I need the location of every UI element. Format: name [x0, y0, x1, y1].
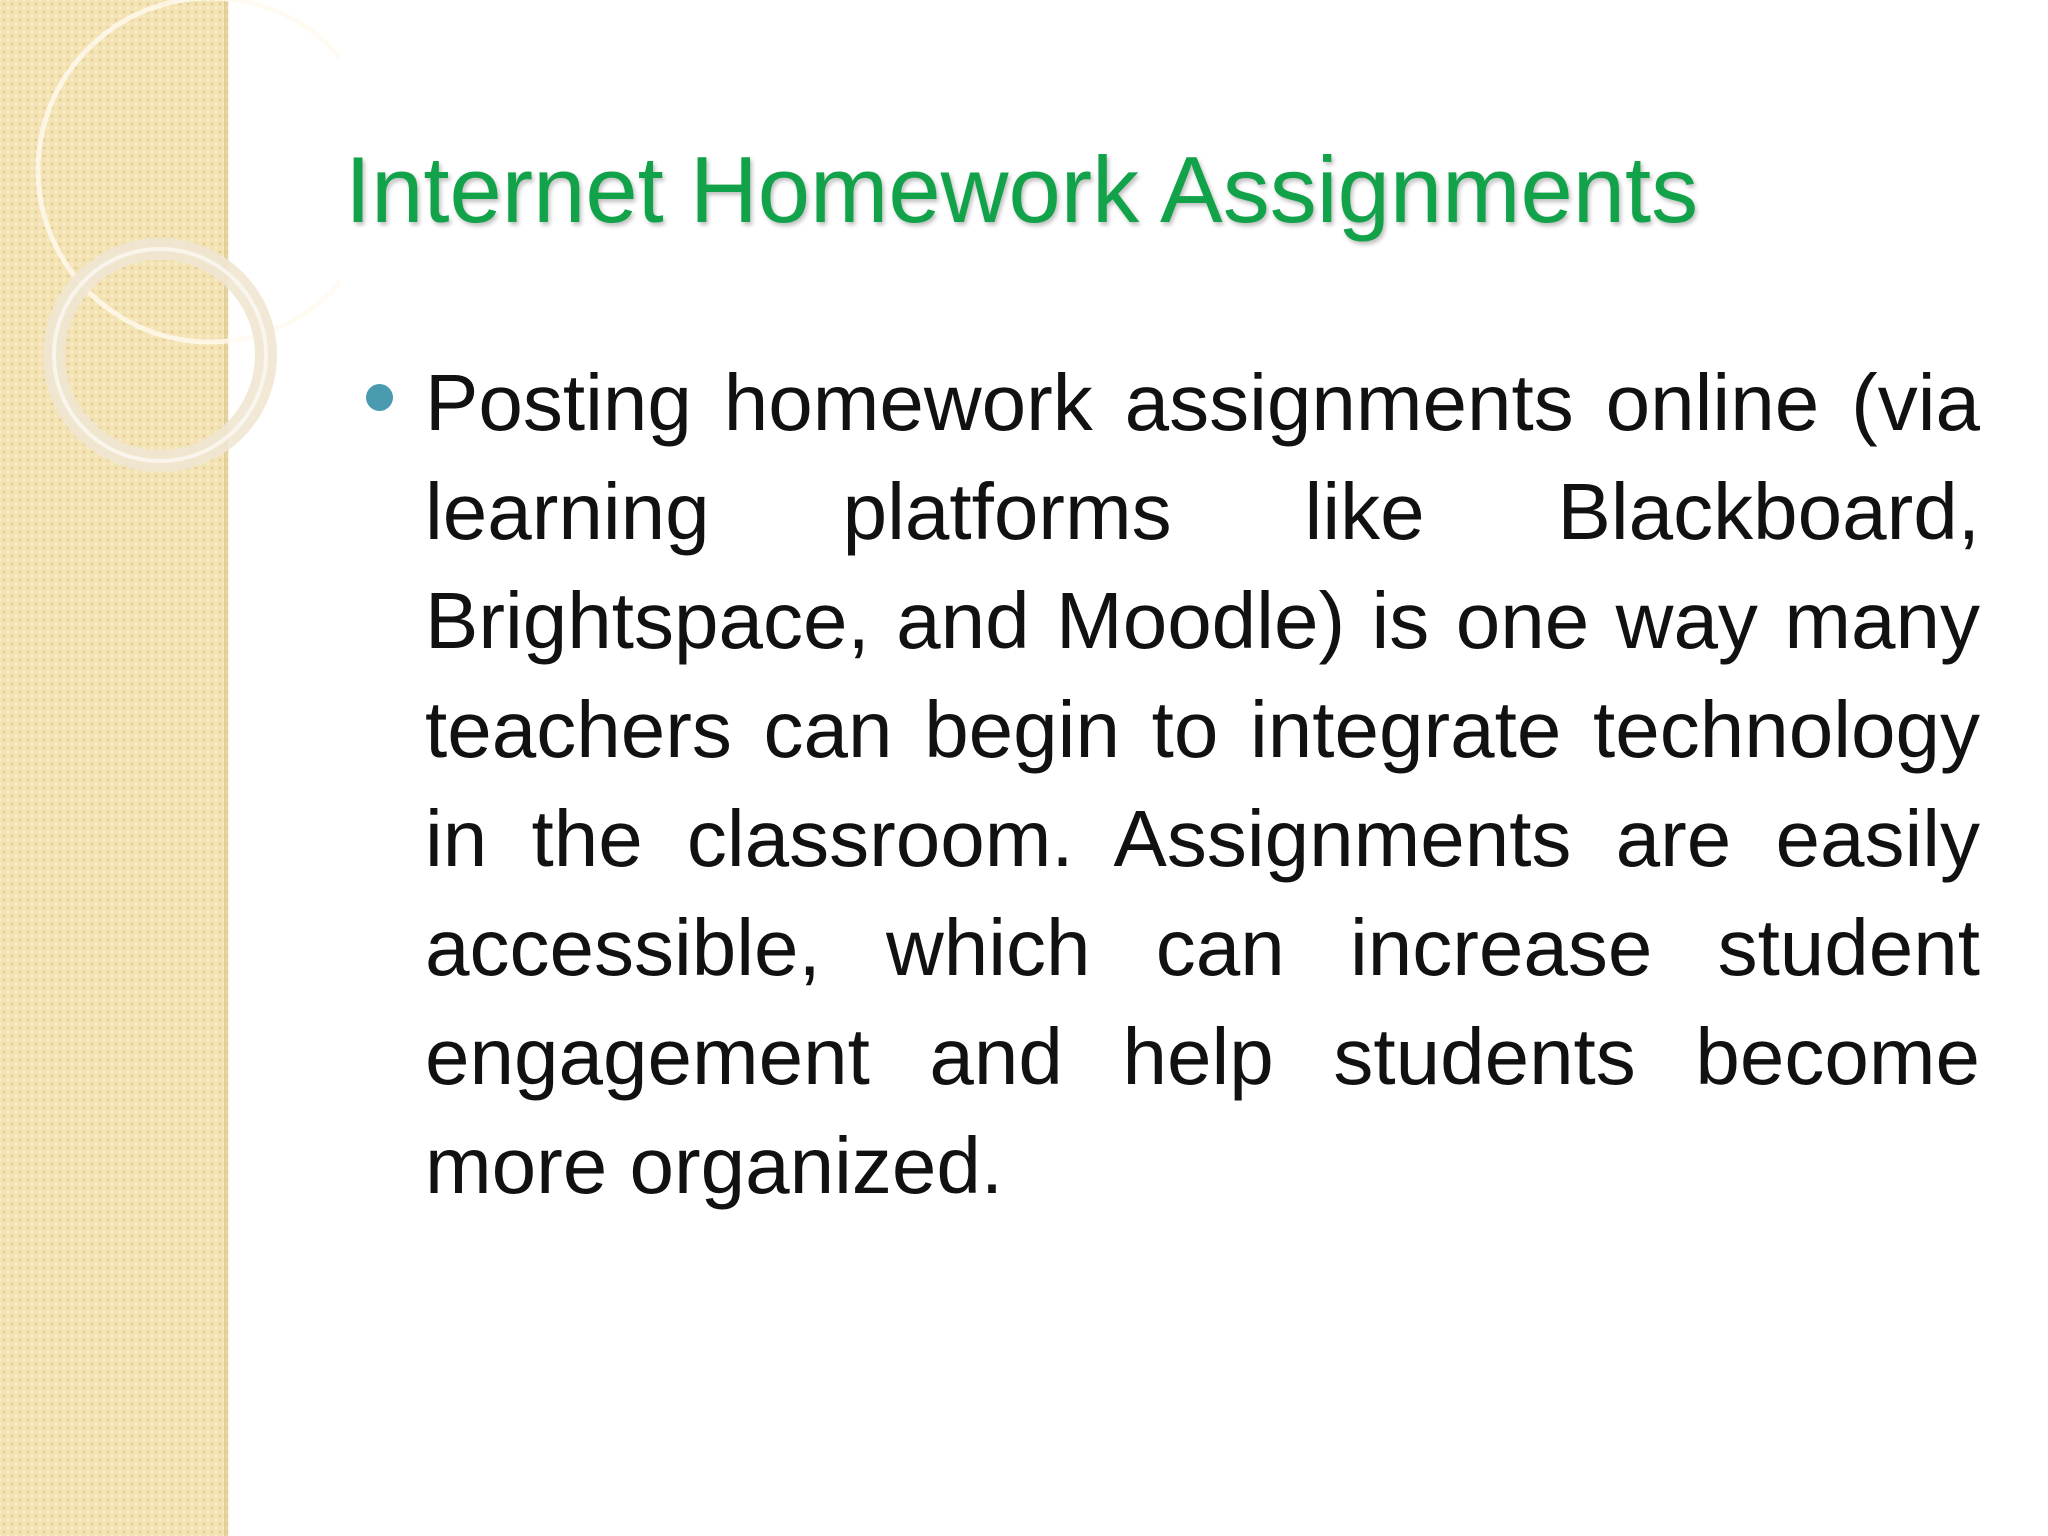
bullet-list — [425, 348, 1980, 1220]
bullet-item — [425, 348, 1980, 1220]
slide-title: Internet Homework Assignments — [345, 137, 1699, 242]
decorative-rings — [0, 0, 340, 520]
bullet-icon — [366, 384, 393, 411]
bullet-text: Posting homework assignments online (via learning platforms like Blackboard, Brightspace, and Moodle) is one way many teachers can begin to integrate technology in the classroom. Assignments are easily accessible, which can increase student engagement and help students become more organized. — [425, 358, 1980, 1210]
